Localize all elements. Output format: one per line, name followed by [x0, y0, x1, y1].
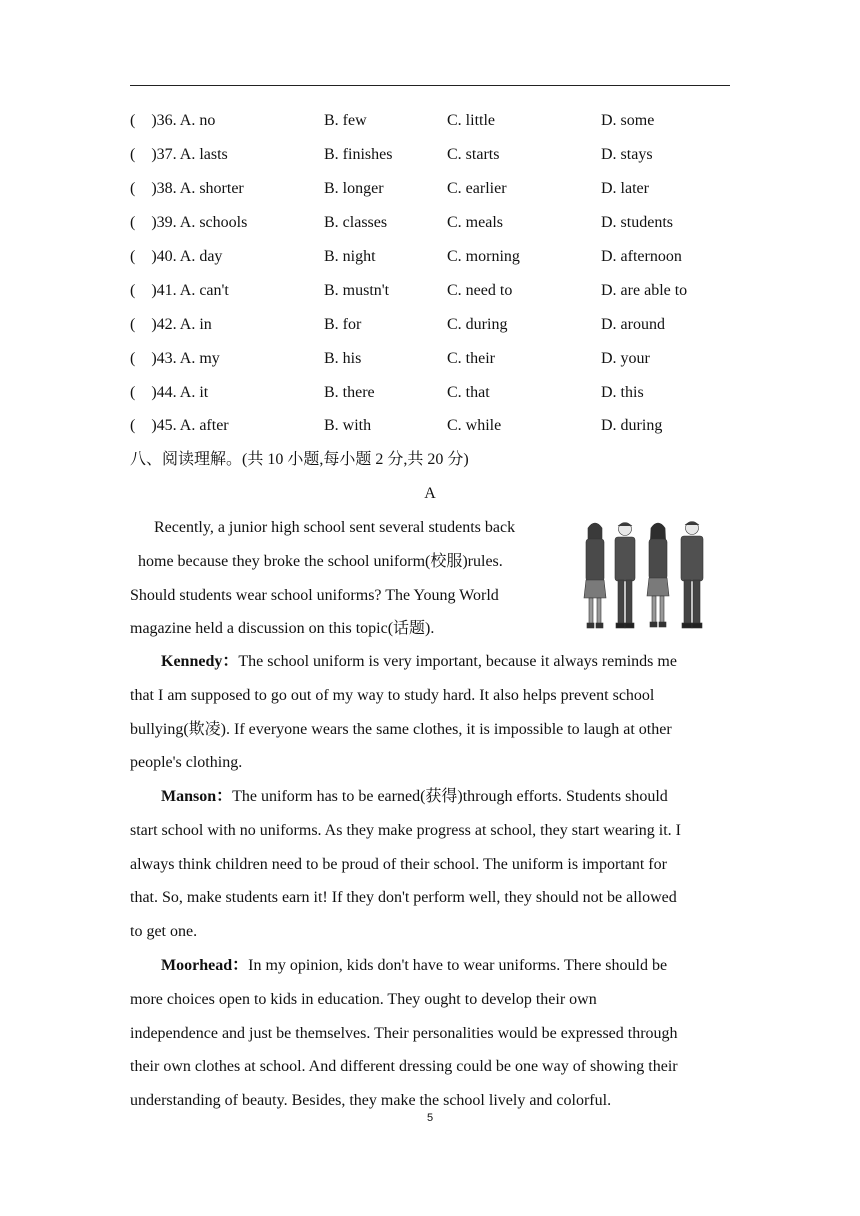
option-d: D. afternoon [601, 248, 682, 265]
paragraph-line: In my opinion, kids don't have to wear uniforms. There should be [248, 957, 668, 974]
question-stem: ( )38. A. shorter [130, 180, 244, 197]
students-uniform-illustration [578, 518, 714, 636]
intro-line: Should students wear school uniforms? The Young World [130, 586, 499, 604]
option-d: D. are able to [601, 282, 688, 299]
question-stem: ( )39. A. schools [130, 214, 248, 231]
paragraph-line: The uniform has to be earned(获得)through efforts. Students should [232, 788, 668, 805]
question-stem: ( )43. A. my [130, 350, 220, 367]
paragraph-line: that I am supposed to go out of my way to study hard. It also helps prevent school [130, 686, 655, 704]
option-d: D. some [601, 112, 655, 129]
question-row-37 [130, 138, 740, 172]
option-b: B. there [324, 384, 375, 401]
paragraph-manson [130, 780, 735, 949]
intro-line: home because they broke the school uniform(校服)rules. [130, 552, 503, 570]
paragraph-line: always think children need to be proud of their school. The uniform is important for [130, 855, 667, 873]
option-b: B. classes [324, 214, 388, 231]
option-b: B. night [324, 248, 376, 265]
paragraph-line: to get one. [130, 923, 198, 941]
option-b: B. his [324, 350, 362, 367]
intro-line: magazine held a discussion on this topic(话题). [130, 620, 435, 638]
speaker-name: Manson： [161, 788, 233, 805]
option-c: C. that [447, 384, 490, 401]
question-row-43 [130, 342, 740, 376]
option-d: D. around [601, 316, 665, 333]
paragraph-line: start school with no uniforms. As they make progress at school, they start wearing it. I [130, 821, 682, 839]
option-b: B. few [324, 112, 367, 129]
question-stem: ( )36. A. no [130, 112, 216, 129]
paragraph-line: that. So, make students earn it! If they don't perform well, they should not be allowed [130, 889, 677, 907]
question-row-45 [130, 409, 740, 443]
option-b: B. longer [324, 180, 384, 197]
speaker-name: Kennedy： [161, 653, 239, 670]
question-row-39 [130, 206, 740, 240]
page-number: 5 [426, 1112, 434, 1124]
question-stem: ( )37. A. lasts [130, 146, 228, 163]
header-rule [130, 85, 730, 86]
option-b: B. finishes [324, 146, 393, 163]
question-row-42 [130, 308, 740, 342]
option-c: C. their [447, 350, 495, 367]
question-stem: ( )40. A. day [130, 248, 223, 265]
paragraph-moorhead [130, 949, 735, 1118]
option-b: B. with [324, 417, 372, 434]
question-row-41 [130, 274, 740, 308]
paragraph-line: their own clothes at school. And different dressing could be one way of showing their [130, 1058, 678, 1076]
option-b: B. mustn't [324, 282, 390, 299]
passage-intro [130, 511, 560, 646]
option-d: D. your [601, 350, 650, 367]
paragraph-line: understanding of beauty. Besides, they make the school lively and colorful. [130, 1092, 612, 1110]
passage-label: A [424, 485, 436, 502]
option-c: C. little [447, 112, 495, 129]
option-c: C. meals [447, 214, 503, 231]
question-stem: ( )44. A. it [130, 384, 209, 401]
question-stem: ( )45. A. after [130, 417, 229, 434]
question-row-36 [130, 104, 740, 138]
option-d: D. during [601, 417, 663, 434]
question-row-40 [130, 240, 740, 274]
paragraph-line: more choices open to kids in education. They ought to develop their own [130, 990, 597, 1008]
option-c: C. morning [447, 248, 520, 265]
intro-line: Recently, a junior high school sent several students back [130, 519, 516, 536]
option-d: D. later [601, 180, 649, 197]
question-stem: ( )41. A. can't [130, 282, 229, 299]
question-stem: ( )42. A. in [130, 316, 212, 333]
option-c: C. starts [447, 146, 500, 163]
paragraph-line: The school uniform is very important, because it always reminds me [238, 653, 677, 670]
paragraph-line: independence and just be themselves. Their personalities would be expressed through [130, 1024, 678, 1042]
option-d: D. stays [601, 146, 653, 163]
option-b: B. for [324, 316, 362, 333]
option-c: C. during [447, 316, 508, 333]
option-c: C. while [447, 417, 502, 434]
option-d: D. students [601, 214, 673, 231]
option-d: D. this [601, 384, 644, 401]
option-c: C. need to [447, 282, 513, 299]
paragraph-line: bullying(欺凌). If everyone wears the same clothes, it is impossible to laugh at other [130, 720, 672, 738]
paragraph-kennedy [130, 645, 735, 780]
option-c: C. earlier [447, 180, 507, 197]
speaker-name: Moorhead： [161, 957, 249, 974]
question-row-44 [130, 376, 740, 410]
paragraph-line: people's clothing. [130, 754, 243, 772]
section-heading: 八、阅读理解。(共 10 小题,每小题 2 分,共 20 分) [130, 451, 469, 468]
question-row-38 [130, 172, 740, 206]
